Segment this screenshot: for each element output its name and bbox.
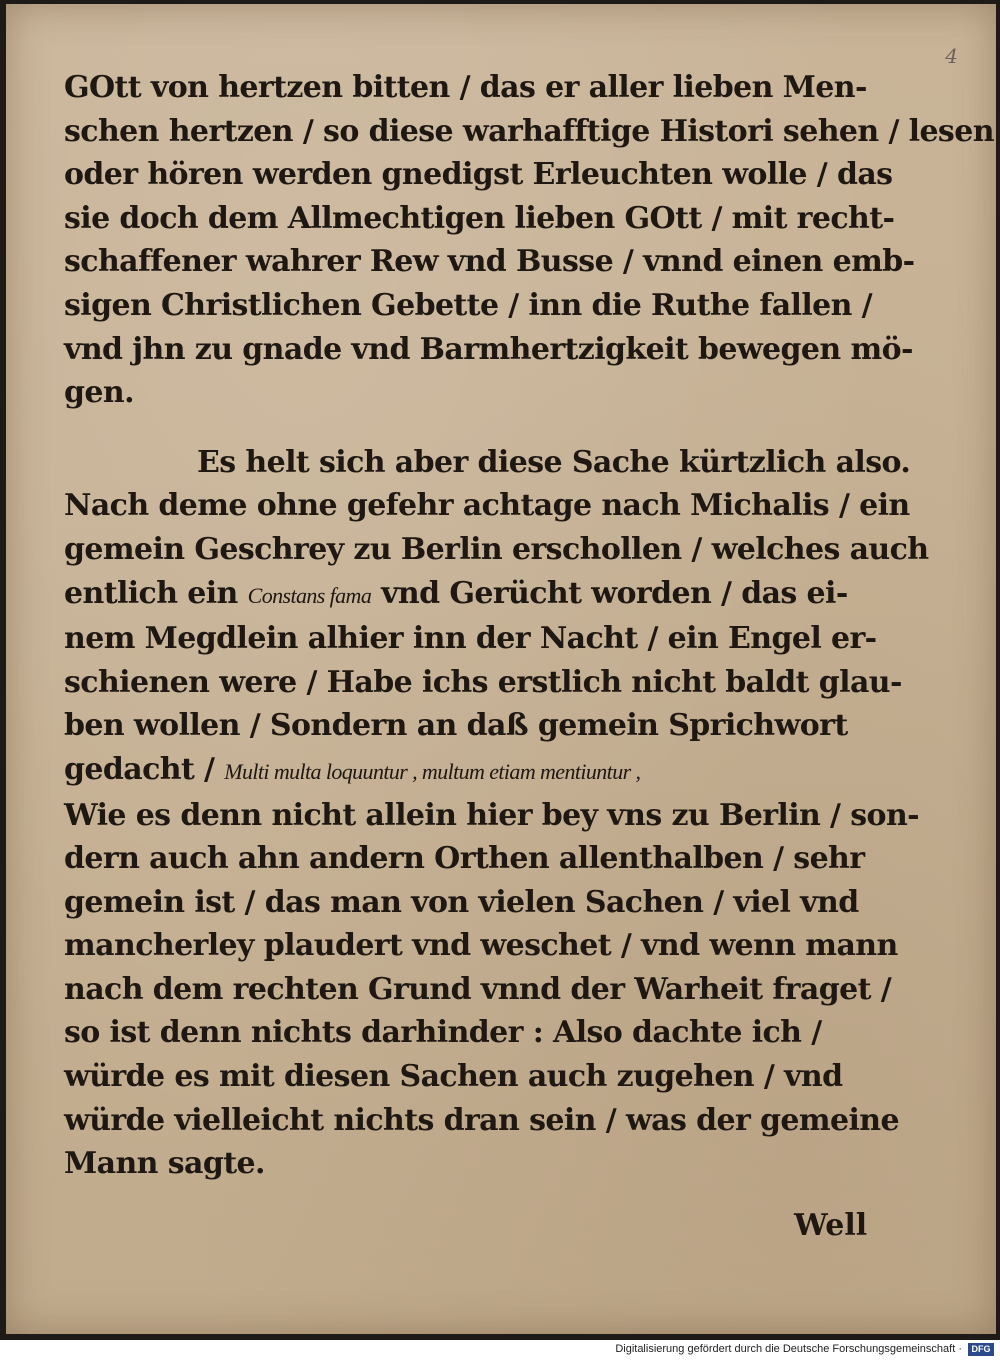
page-number: 4 xyxy=(945,44,958,68)
paragraph-gap xyxy=(64,415,894,441)
footer-bar xyxy=(0,1340,1000,1360)
text-line: gen. xyxy=(64,375,134,411)
text-line: Nach deme ohne gefehr achtage nach Michalis / ein xyxy=(64,488,910,524)
latin-phrase: Constans fama xyxy=(247,582,372,608)
text-line: schaffener wahrer Rew vnd Busse / vnnd einen emb- xyxy=(64,244,915,280)
text-line: Wie es denn nicht allein hier bey vns zu Berlin / son- xyxy=(64,797,920,833)
text-line: schen hertzen / so diese warhafftige Histori sehen / lesen xyxy=(64,113,994,149)
text-line: Es helt sich aber diese Sache kürtzlich also. xyxy=(197,444,911,480)
text-segment: vnd Gerücht worden / das ei- xyxy=(371,575,848,611)
text-line: nem Megdlein alhier inn der Nacht / ein Engel er- xyxy=(64,621,877,657)
text-line: GOtt von hertzen bitten / das er aller lieben Men- xyxy=(64,70,867,105)
text-line-mixed xyxy=(64,748,894,794)
text-line: sie doch dem Allmechtigen lieben GOtt / mit recht- xyxy=(64,200,895,236)
latin-phrase: Multi multa loquuntur , multum etiam mentiuntur , xyxy=(224,758,641,784)
text-line: würde vielleicht nichts dran sein / was der gemeine xyxy=(64,1102,900,1138)
book-page xyxy=(6,4,996,1334)
paragraph-1 xyxy=(64,66,994,415)
paragraph-2 xyxy=(64,441,929,1186)
text-line-mixed xyxy=(64,572,894,618)
text-line: oder hören werden gnedigst Erleuchten wolle / das xyxy=(64,157,893,193)
text-line: vnd jhn zu gnade vnd Barmhertzigkeit bewegen mö- xyxy=(64,331,913,367)
text-line: so ist denn nichts darhinder : Also dachte ich / xyxy=(64,1015,822,1051)
funding-credit: Digitalisierung gefördert durch die Deutsche Forschungsgemeinschaft · xyxy=(615,1343,962,1355)
dfg-logo: DFG xyxy=(968,1343,994,1356)
text-block xyxy=(64,66,994,1186)
catchword: Well xyxy=(794,1208,868,1243)
text-line: ben wollen / Sondern an daß gemein Sprichwort xyxy=(64,708,848,744)
text-segment: gedacht / xyxy=(64,751,225,787)
text-line: nach dem rechten Grund vnnd der Warheit fraget / xyxy=(64,971,892,1007)
text-line: mancherley plaudert vnd weschet / vnd wenn mann xyxy=(64,928,898,964)
text-line: würde es mit diesen Sachen auch zugehen / vnd xyxy=(64,1059,843,1095)
text-line: gemein Geschrey zu Berlin erschollen / welches auch xyxy=(64,531,929,567)
text-line: sigen Christlichen Gebette / inn die Ruthe fallen / xyxy=(64,287,873,323)
text-line: Mann sagte. xyxy=(64,1146,265,1182)
text-line: schienen were / Habe ichs erstlich nicht baldt glau- xyxy=(64,664,902,700)
text-segment: entlich ein xyxy=(64,575,248,611)
text-line: dern auch ahn andern Orthen allenthalben / sehr xyxy=(64,841,865,877)
text-line: gemein ist / das man von vielen Sachen / viel vnd xyxy=(64,884,859,920)
